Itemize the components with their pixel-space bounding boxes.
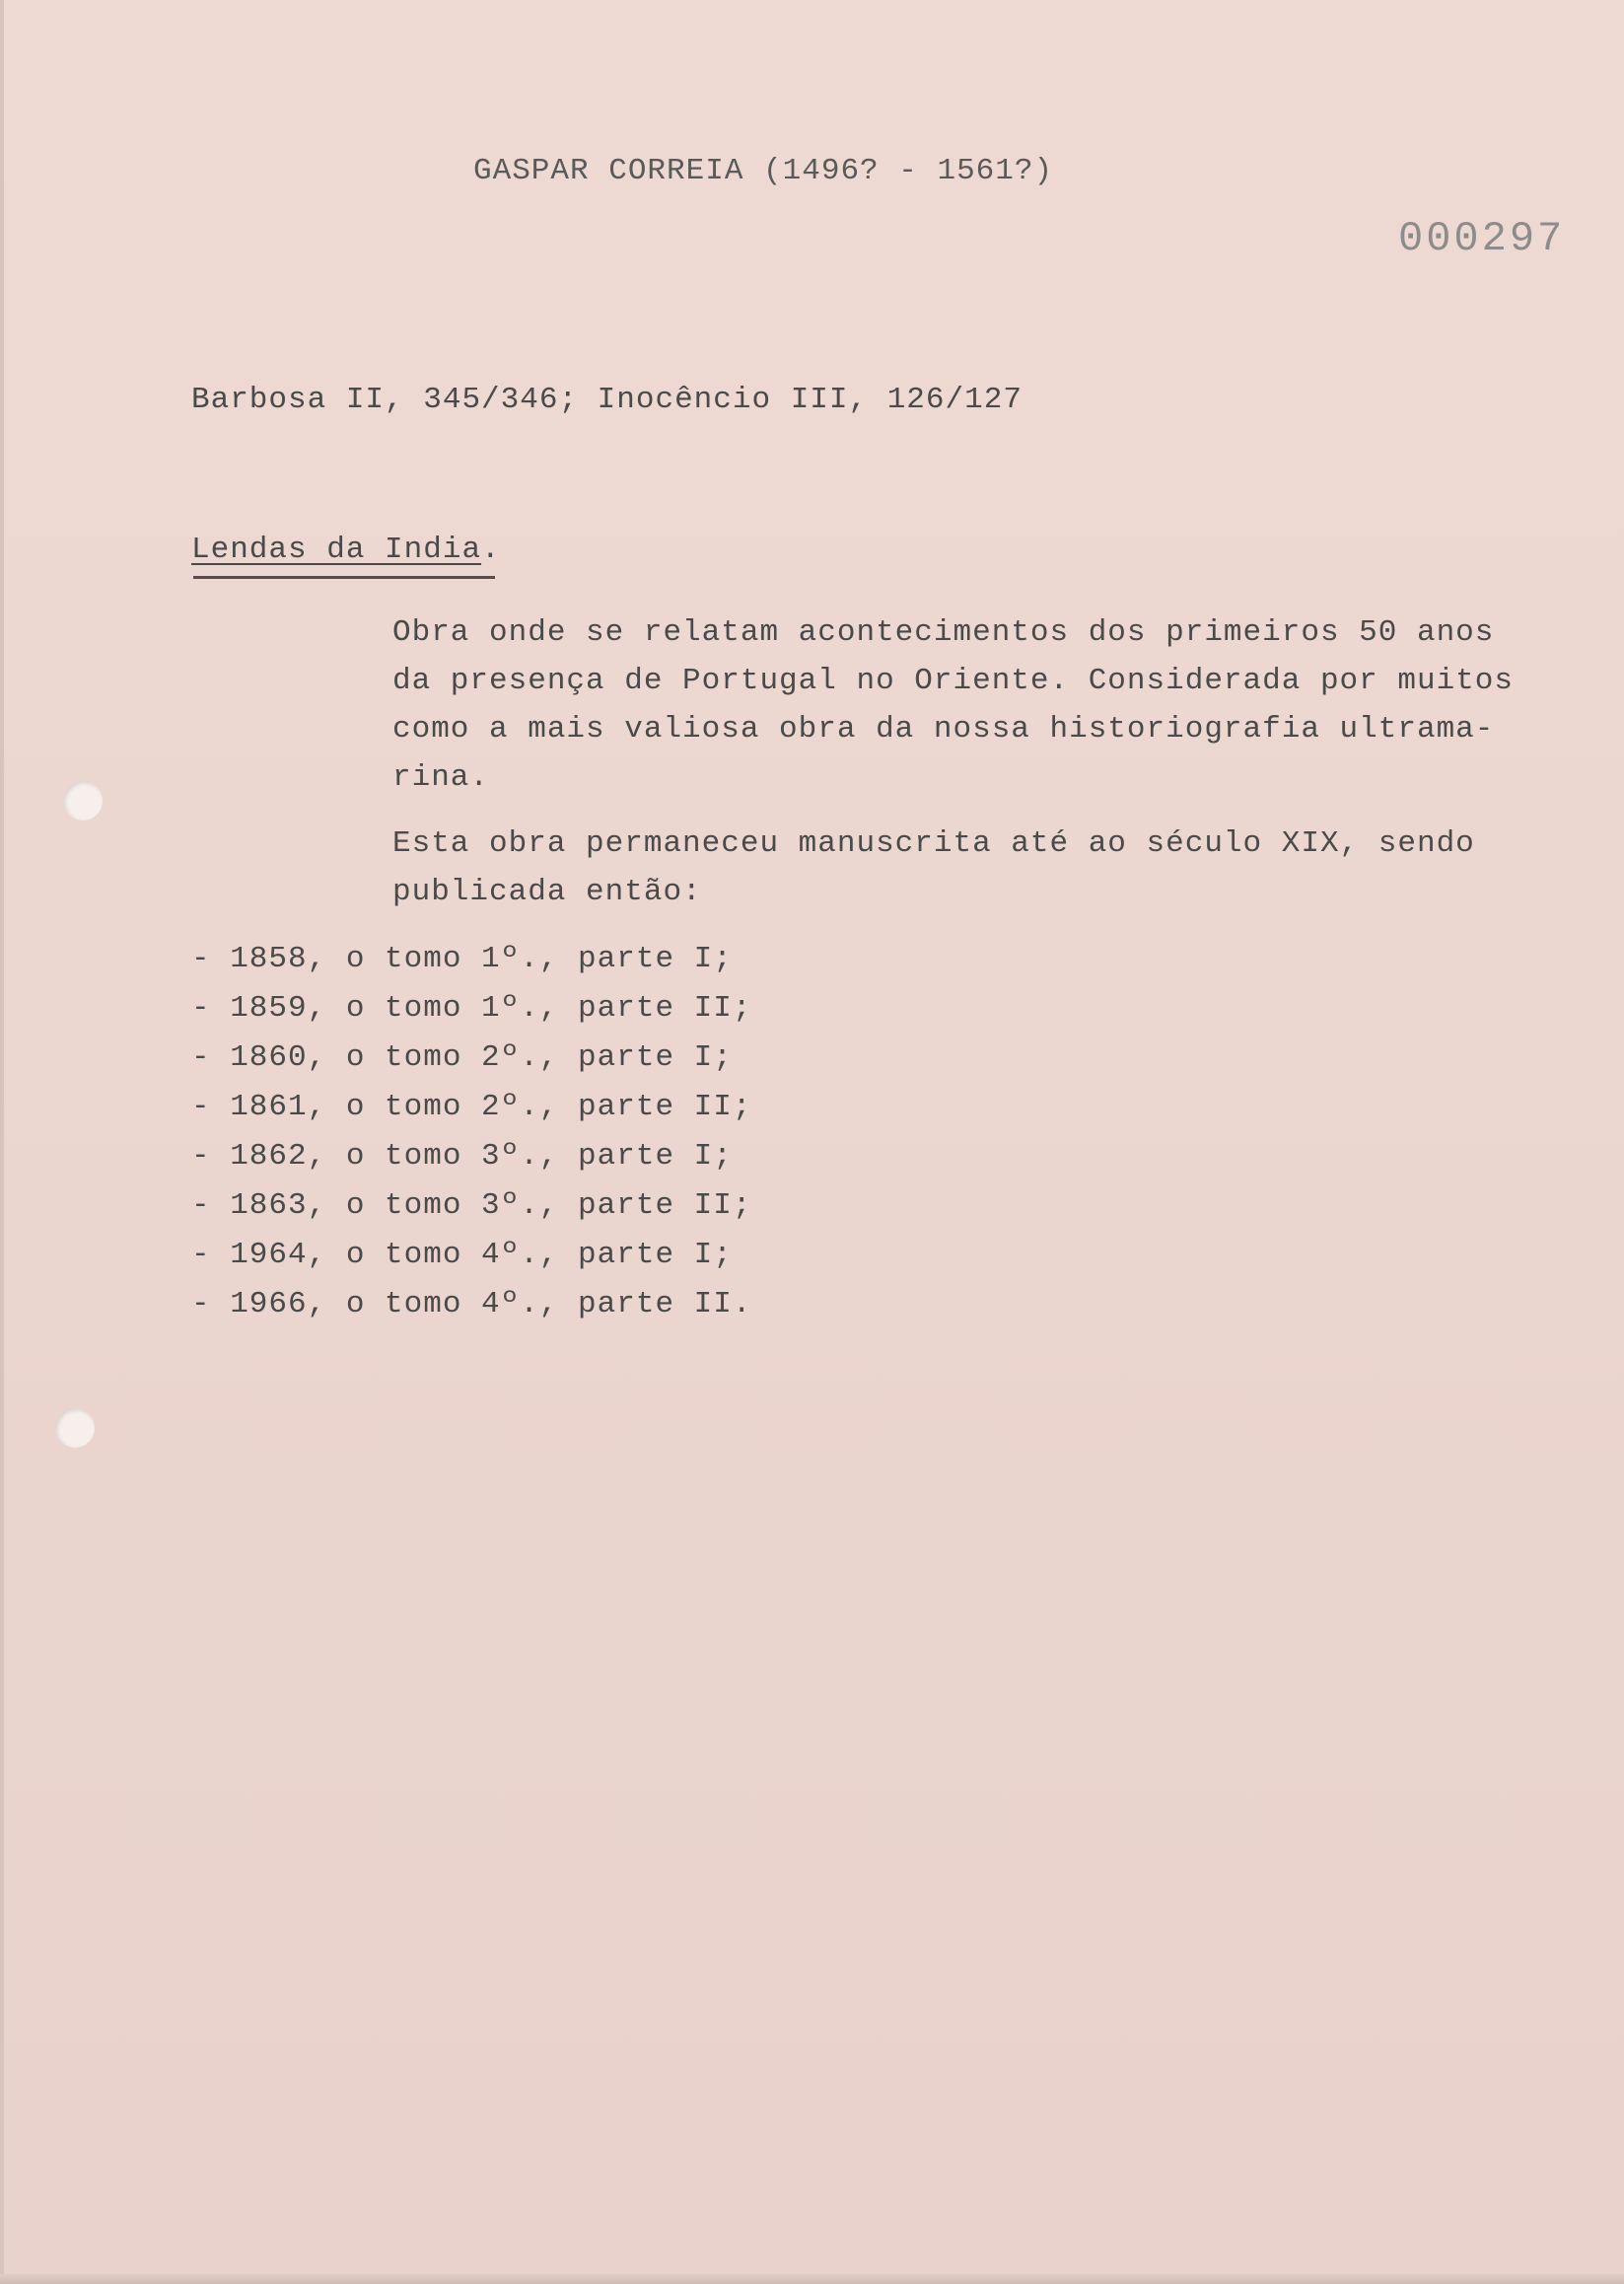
paragraph-1-line-4: rina. bbox=[392, 760, 490, 795]
document-number-stamp: 000297 bbox=[1398, 215, 1566, 262]
paragraph-2-line-2: publicada então: bbox=[392, 875, 702, 909]
punch-hole-lower bbox=[55, 1408, 95, 1448]
edition-list-item: - 1964, o tomo 4º., parte I; bbox=[191, 1238, 733, 1272]
work-title-suffix: . bbox=[481, 533, 501, 567]
edition-list-item: - 1863, o tomo 3º., parte II; bbox=[191, 1188, 752, 1223]
edition-list-item: - 1862, o tomo 3º., parte I; bbox=[191, 1139, 733, 1174]
work-title-text: Lendas da India bbox=[191, 533, 482, 567]
edition-list-item: - 1861, o tomo 2º., parte II; bbox=[191, 1090, 752, 1124]
paper-left-edge bbox=[0, 0, 4, 2284]
edition-list-item: - 1860, o tomo 2º., parte I; bbox=[191, 1040, 733, 1075]
work-title-double-underline bbox=[193, 576, 495, 579]
paragraph-1-line-3: como a mais valiosa obra da nossa historiografia ultrama- bbox=[392, 712, 1495, 747]
work-title bbox=[191, 533, 501, 568]
paragraph-2-line-1: Esta obra permaneceu manuscrita até ao século XIX, sendo bbox=[392, 826, 1475, 861]
paragraph-1-line-1: Obra onde se relatam acontecimentos dos primeiros 50 anos bbox=[392, 615, 1495, 650]
punch-hole-upper bbox=[63, 781, 103, 821]
edition-list-item: - 1858, o tomo 1º., parte I; bbox=[191, 942, 733, 976]
edition-list-item: - 1966, o tomo 4º., parte II. bbox=[191, 1287, 752, 1321]
bibliographic-references: Barbosa II, 345/346; Inocêncio III, 126/127 bbox=[191, 383, 1023, 417]
page-title: GASPAR CORREIA (1496? - 1561?) bbox=[473, 154, 1054, 188]
edition-list-item: - 1859, o tomo 1º., parte II; bbox=[191, 991, 752, 1026]
paper-bottom-edge bbox=[0, 2274, 1624, 2284]
paragraph-1-line-2: da presença de Portugal no Oriente. Considerada por muitos bbox=[392, 664, 1514, 698]
